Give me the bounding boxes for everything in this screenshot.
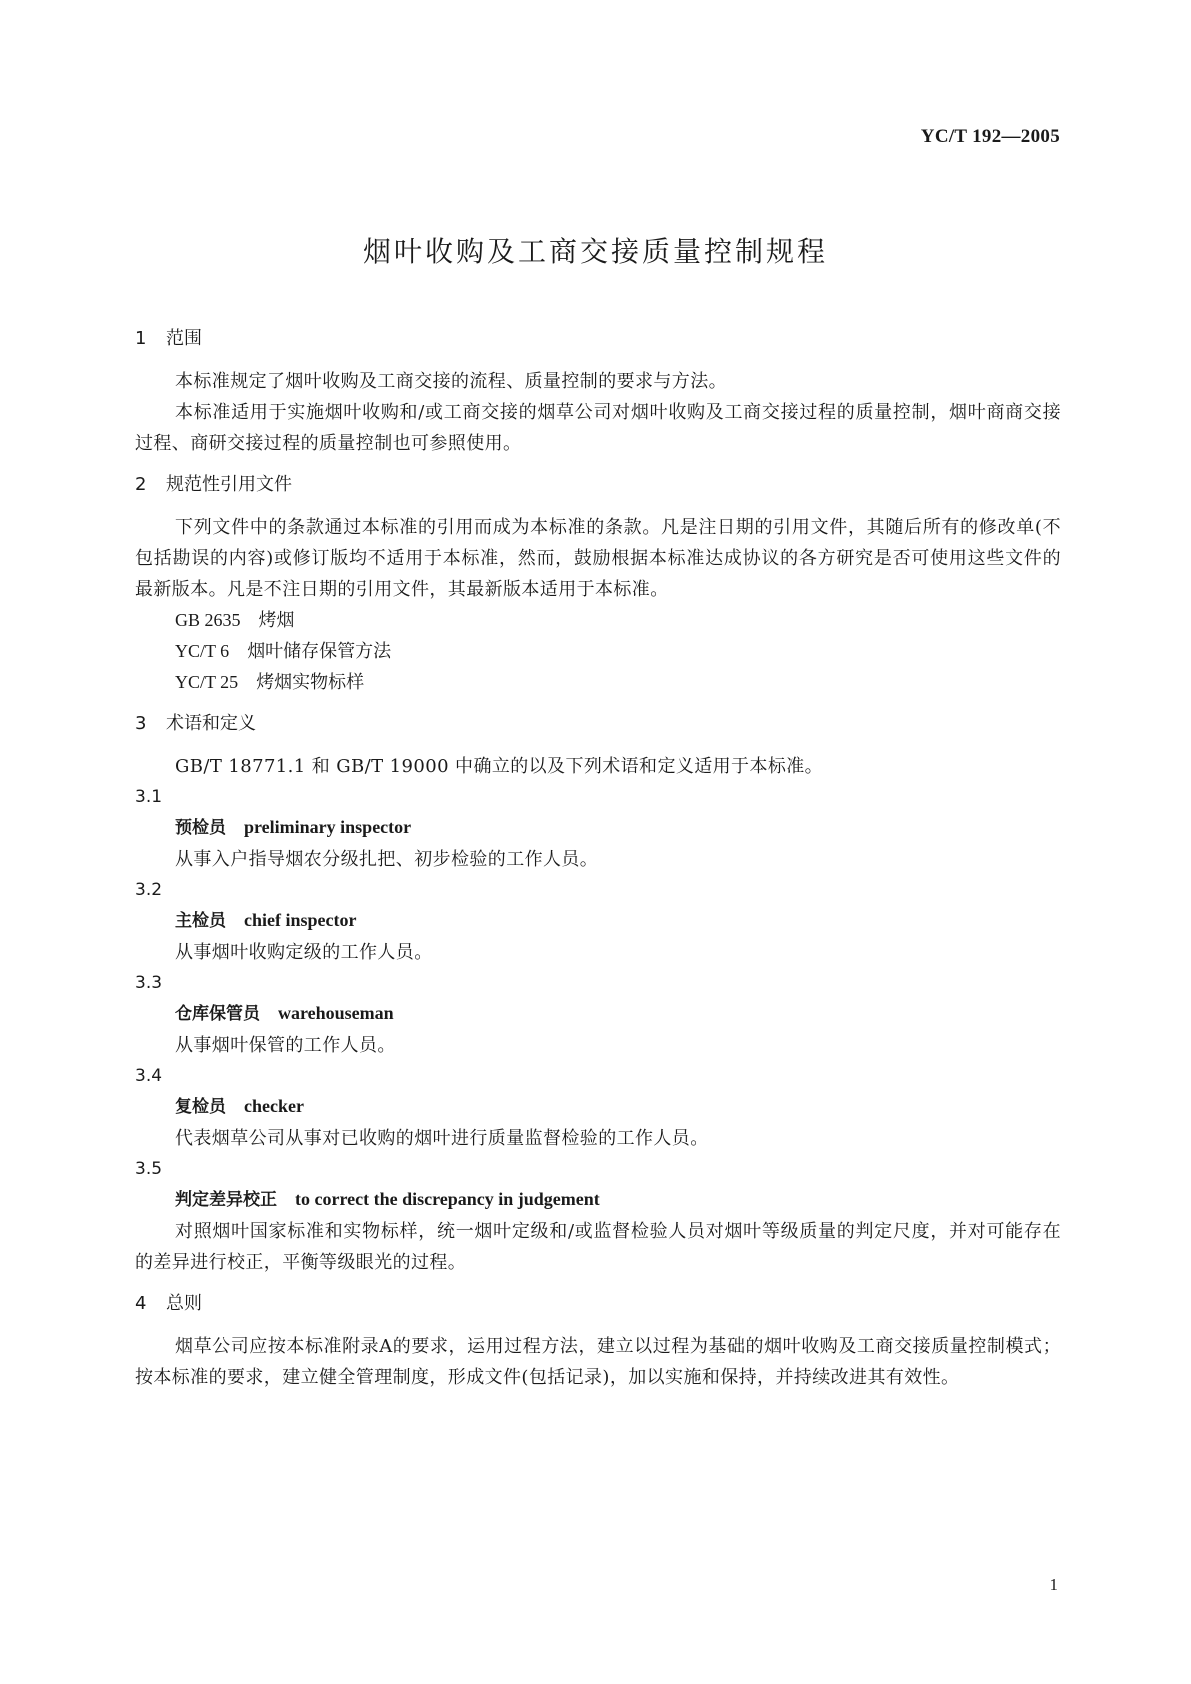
section-title: 规范性引用文件 — [166, 474, 292, 495]
term-definition: 代表烟草公司从事对已收购的烟叶进行质量监督检验的工作人员。 — [175, 1128, 709, 1149]
section-number: 2 — [135, 474, 147, 495]
term-chinese: 预检员 — [175, 818, 226, 838]
page-number: 1 — [1049, 1575, 1058, 1594]
section-heading-normative-references — [135, 472, 1061, 498]
term-entry — [135, 812, 1061, 844]
term-english: preliminary inspector — [244, 817, 412, 837]
paragraph: 下列文件中的条款通过本标准的引用而成为本标准的条款。凡是注日期的引用文件，其随后所有的修改单(不包括勘误的内容)或修订版均不适用于本标准，然而，鼓励根据本标准达成协议的各方研究是否可使用这些文件的最新版本。凡是不注日期的引用文件，其最新版本适用于本标准。 — [135, 517, 1061, 600]
term-english: to correct the discrepancy in judgement — [295, 1189, 600, 1209]
term-english: checker — [244, 1096, 304, 1116]
section-heading-scope — [135, 326, 1061, 352]
term-number: 3.2 — [135, 880, 163, 900]
term-entry — [135, 905, 1061, 937]
reference-code: YC/T 6 — [175, 641, 230, 661]
standard-code: YC/T 192—2005 — [920, 126, 1060, 147]
term-entry — [135, 998, 1061, 1030]
term-number: 3.3 — [135, 973, 163, 993]
term-english: chief inspector — [244, 910, 357, 930]
term-chinese: 仓库保管员 — [175, 1004, 260, 1024]
reference-code: GB 2635 — [175, 610, 241, 630]
section-number: 1 — [135, 328, 147, 349]
term-chinese: 主检员 — [175, 911, 226, 931]
section-heading-terms-definitions — [135, 711, 1061, 737]
reference-item — [135, 605, 1061, 636]
paragraph: 烟草公司应按本标准附录A的要求，运用过程方法，建立以过程为基础的烟叶收购及工商交接质量控制模式；按本标准的要求，建立健全管理制度，形成文件(包括记录)，加以实施和保持，并持续改进其有效性。 — [135, 1336, 1061, 1388]
reference-item — [135, 636, 1061, 667]
paragraph: 本标准规定了烟叶收购及工商交接的流程、质量控制的要求与方法。 — [175, 371, 727, 392]
term-number: 3.1 — [135, 787, 163, 807]
term-english: warehouseman — [278, 1003, 394, 1023]
paragraph: GB/T 18771.1 和 GB/T 19000 中确立的以及下列术语和定义适用于本标准。 — [175, 756, 824, 777]
section-title: 范围 — [166, 328, 202, 349]
term-definition: 对照烟叶国家标准和实物标样，统一烟叶定级和/或监督检验人员对烟叶等级质量的判定尺度，并对可能存在的差异进行校正，平衡等级眼光的过程。 — [135, 1221, 1061, 1273]
reference-code: YC/T 25 — [175, 672, 239, 692]
term-definition: 从事入户指导烟农分级扎把、初步检验的工作人员。 — [175, 849, 599, 870]
section-title: 总则 — [166, 1293, 202, 1314]
section-number: 4 — [135, 1293, 147, 1314]
term-chinese: 判定差异校正 — [175, 1190, 277, 1210]
reference-name: 烤烟 — [258, 610, 295, 631]
term-definition: 从事烟叶收购定级的工作人员。 — [175, 942, 433, 963]
term-chinese: 复检员 — [175, 1097, 226, 1117]
document-title: 烟叶收购及工商交接质量控制规程 — [362, 235, 828, 268]
reference-name: 烤烟实物标样 — [256, 672, 365, 693]
reference-item — [135, 667, 1061, 698]
term-definition: 从事烟叶保管的工作人员。 — [175, 1035, 396, 1056]
term-number: 3.5 — [135, 1159, 163, 1179]
section-number: 3 — [135, 713, 147, 734]
term-number: 3.4 — [135, 1066, 163, 1086]
reference-name: 烟叶储存保管方法 — [247, 641, 392, 662]
section-title: 术语和定义 — [166, 713, 256, 734]
section-heading-general — [135, 1291, 1061, 1317]
term-entry — [135, 1184, 1061, 1216]
paragraph: 本标准适用于实施烟叶收购和/或工商交接的烟草公司对烟叶收购及工商交接过程的质量控制，烟叶商商交接过程、商研交接过程的质量控制也可参照使用。 — [135, 402, 1061, 454]
document-body — [135, 326, 1061, 1393]
term-entry — [135, 1091, 1061, 1123]
